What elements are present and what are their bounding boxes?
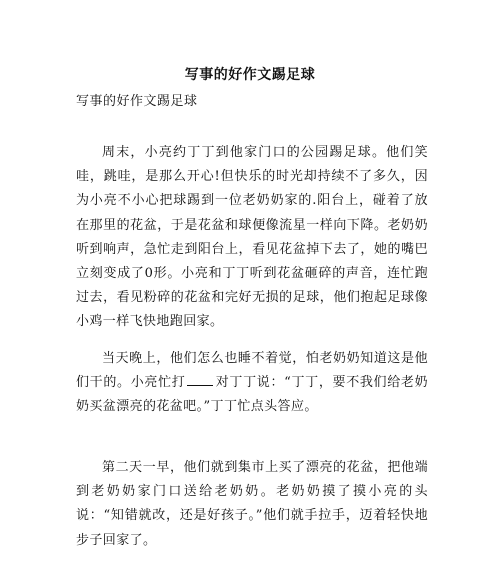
paragraph-3: 第二天一早，他们就到集市上买了漂亮的花盆，把他端到老奶奶家门口送给老奶奶。老奶奶摸了摸小亮的头说：“知错就改，还是好孩子。”他们就手拉手，迈着轻快地步子回家了。: [76, 460, 428, 548]
paragraph-1: 周末，小亮约丁丁到他家门口的公园踢足球。他们笑哇，跳哇，是那么开心!但快乐的时光却持续不了多久，因为小亮不小心把球踢到一位老奶奶家的.阳台上，碰着了放在那里的花盆，于是花盆和球便像流星一样向下降。老奶奶听到响声，急忙走到阳台上，看见花盆掉下去了，她的嘴巴立刻变成了0形。小亮和丁丁听到花盆砸碎的声音，连忙跑过去，看见粉碎的花盆和完好无损的足球，他们抱起足球像小鸡一样飞快地跑回家。: [76, 145, 428, 330]
fill-in-blank: [187, 373, 213, 386]
document-title: 写事的好作文踢足球: [184, 67, 316, 83]
document-subtitle: 写事的好作文踢足球: [76, 94, 198, 109]
paragraph-2-part-2: 对丁丁说：“丁丁，要不我们给老奶奶买盆漂亮的花盆吧。”丁丁忙点头答应。: [76, 375, 428, 415]
paragraph-2: [76, 347, 428, 420]
paragraph-2-part-1: 当天晚上，他们怎么也睡不着觉，怕老奶奶知道这是他们干的。小亮忙打: [76, 351, 428, 391]
